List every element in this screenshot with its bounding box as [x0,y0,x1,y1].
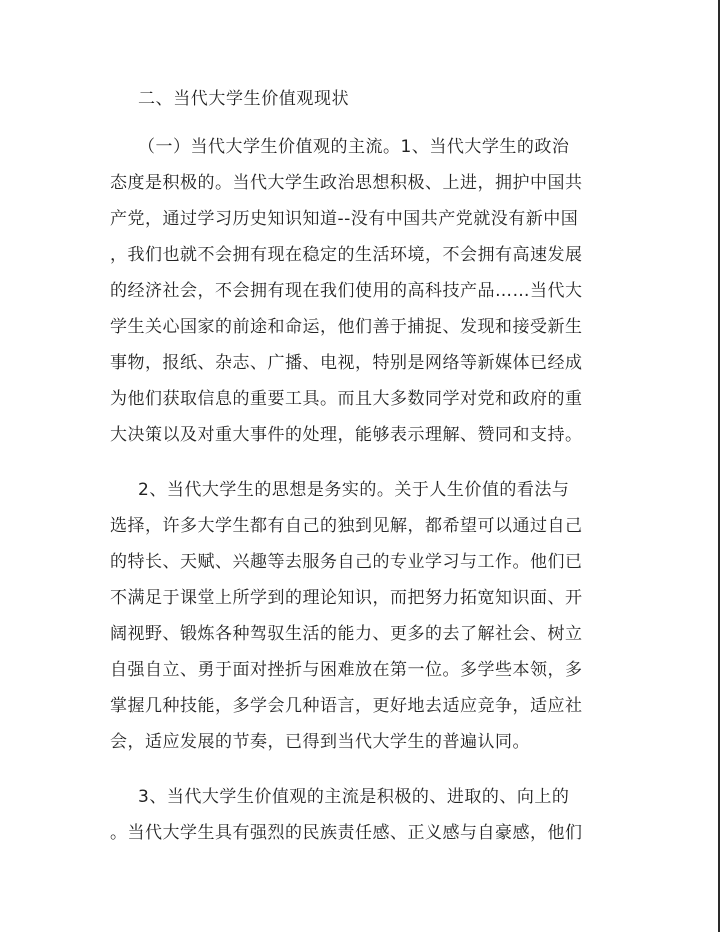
paragraph-2-line-6: 自强自立、勇于面对挫折与困难放在第一位。多学些本领，多 [110,660,583,680]
paragraph-1-line-6: 学生关心国家的前途和命运，他们善于捕捉、发现和接受新生 [110,317,583,337]
paragraph-1-line-3: 产党，通过学习历史知识知道--没有中国共产党就没有新中国 [110,209,579,229]
paragraph-1-line-9: 大决策以及对重大事件的处理，能够表示理解、赞同和支持。 [110,425,583,445]
paragraph-2-line-7: 掌握几种技能，多学会几种语言，更好地去适应竞争，适应社 [110,696,583,716]
paragraph-1-line-8: 为他们获取信息的重要工具。而且大多数同学对党和政府的重 [110,389,583,409]
paragraph-1-line-7: 事物，报纸、杂志、广播、电视，特别是网络等新媒体已经成 [110,353,583,373]
paragraph-2-line-2: 选择，许多大学生都有自己的独到见解，都希望可以通过自己 [110,516,583,536]
paragraph-3-line-1: 3、当代大学生价值观的主流是积极的、进取的、向上的 [138,787,570,807]
paragraph-2-line-8: 会，适应发展的节奏，已得到当代大学生的普遍认同。 [110,732,530,752]
paragraph-1-line-2: 态度是积极的。当代大学生政治思想积极、上进，拥护中国共 [110,173,583,193]
paragraph-1-line-1: （一）当代大学生价值观的主流。1、当代大学生的政治 [138,137,570,157]
paragraph-1-line-4: ，我们也就不会拥有现在稳定的生活环境，不会拥有高速发展 [110,245,583,265]
paragraph-2-line-3: 的特长、天赋、兴趣等去服务自己的专业学习与工作。他们已 [110,552,583,572]
paragraph-2-line-4: 不满足于课堂上所学到的理论知识，而把努力拓宽知识面、开 [110,588,583,608]
paragraph-2-line-5: 阔视野、锻炼各种驾驭生活的能力、更多的去了解社会、树立 [110,624,583,644]
paragraph-1-line-5: 的经济社会，不会拥有现在我们使用的高科技产品……当代大 [110,281,583,301]
paragraph-3-line-2: 。当代大学生具有强烈的民族责任感、正义感与自豪感，他们 [110,823,583,843]
paragraph-2-line-1: 2、当代大学生的思想是务实的。关于人生价值的看法与 [138,480,570,500]
section-heading: 二、当代大学生价值观现状 [138,89,350,109]
